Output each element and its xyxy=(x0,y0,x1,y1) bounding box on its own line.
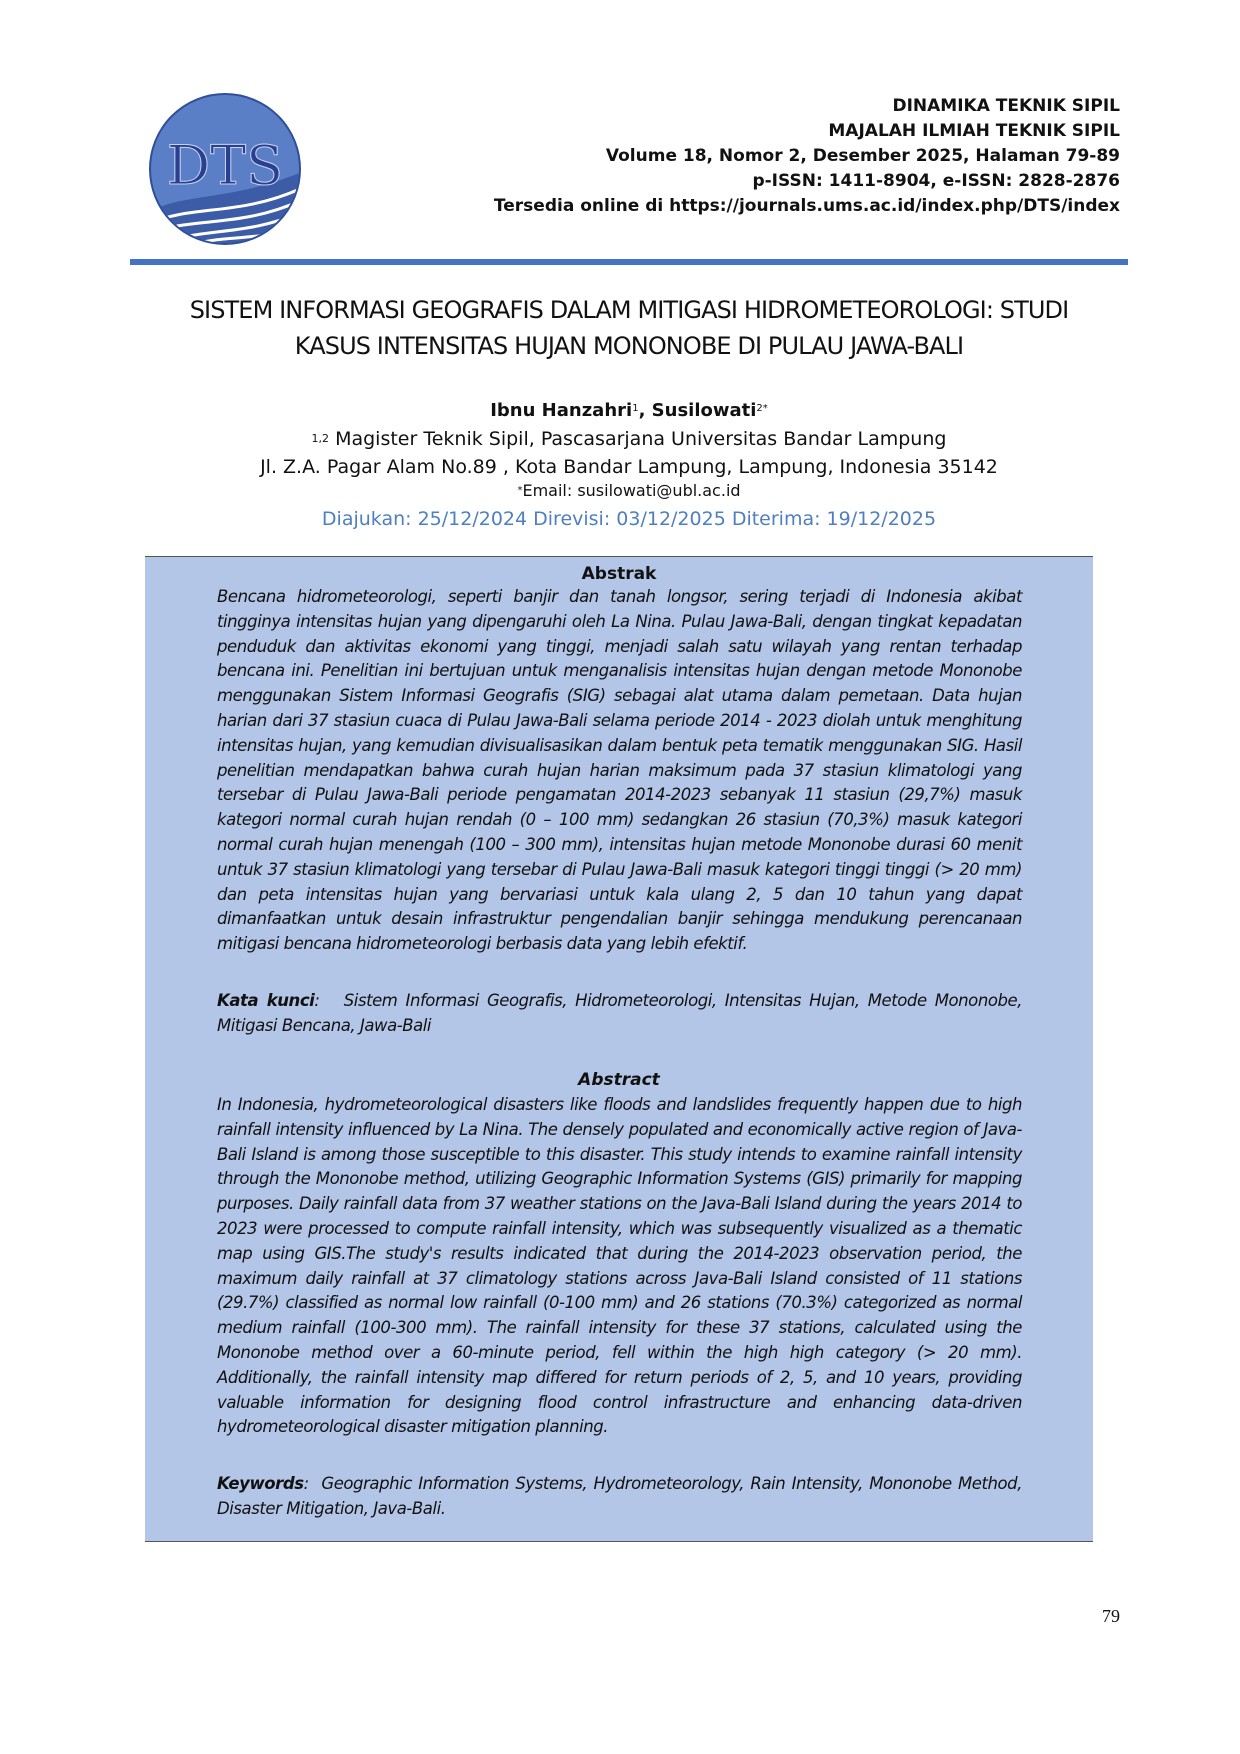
author-list xyxy=(130,398,1128,424)
corresponding-email xyxy=(130,480,1128,502)
journal-subtitle: MAJALAH ILMIAH TEKNIK SIPIL xyxy=(828,121,1120,141)
issn-info: p-ISSN: 1411-8904, e-ISSN: 2828-2876 xyxy=(752,171,1120,191)
author-2-affil-mark: 2* xyxy=(756,403,768,414)
volume-info: Volume 18, Nomor 2, Desember 2025, Halaman 79-89 xyxy=(605,146,1120,166)
abstrak-heading: Abstrak xyxy=(581,564,657,584)
author-2: Susilowati xyxy=(651,400,757,421)
svg-text:DTS: DTS xyxy=(166,134,284,197)
email-mark: * xyxy=(517,485,523,496)
kata-kunci-label: Kata kunci xyxy=(217,991,315,1010)
title-line-1: SISTEM INFORMASI GEOGRAFIS DALAM MITIGASI HIDROMETEOROLOGI: STUDI xyxy=(189,296,1069,324)
email-text: Email: susilowati@ubl.ac.id xyxy=(522,481,741,500)
author-1: Ibnu Hanzahri xyxy=(490,400,633,421)
journal-header xyxy=(494,94,1120,219)
affiliation-address: Jl. Z.A. Pagar Alam No.89 , Kota Bandar Lampung, Lampung, Indonesia 35142 xyxy=(260,456,998,478)
paper-title xyxy=(130,292,1128,364)
affiliation-institution xyxy=(130,426,1128,452)
author-1-affil-mark: 1 xyxy=(632,403,639,414)
affiliation-mark: 1,2 xyxy=(311,432,330,445)
abstract-box xyxy=(145,556,1093,1542)
title-line-2: KASUS INTENSITAS HUJAN MONONOBE DI PULAU JAWA-BALI xyxy=(294,332,964,360)
journal-name: DINAMIKA TEKNIK SIPIL xyxy=(892,96,1120,116)
kata-kunci: Kata kunci: Sistem Informasi Geografis, Hidrometeorologi, Intensitas Hujan, Metode Mononobe, Mitigasi Bencana, Jawa-Bali xyxy=(217,991,1022,1035)
keywords-values: Geographic Information Systems, Hydrometeorology, Rain Intensity, Mononobe Method, Disaster Mitigation, Java-Bali. xyxy=(217,1474,1022,1518)
keywords-label: Keywords xyxy=(217,1474,304,1493)
affiliation-line-1: Magister Teknik Sipil, Pascasarjana Universitas Bandar Lampung xyxy=(335,428,947,450)
abstrak-body: Bencana hidrometeorologi, seperti banjir dan tanah longsor, sering terjadi di Indonesia akibat tingginya intensitas hujan yang dipengaruhi oleh La Nina. Pulau Jawa-Bali, dengan tingkat kepadatan penduduk dan aktivitas ekonomi yang tinggi, menjadi salah satu wilayah yang rentan terhadap bencana ini. Penelitian ini bertujuan untuk menganalisis intensitas hujan dengan metode Mononobe menggunakan Sistem Informasi Geografis (SIG) sebagai alat utama dalam pemetaan. Data hujan harian dari 37 stasiun cuaca di Pulau Jawa-Bali selama periode 2014 - 2023 diolah untuk menghitung intensitas hujan, yang kemudian divisualisasikan dalam bentuk peta tematik menggunakan SIG. Hasil penelitian mendapatkan bahwa curah hujan harian maksimum pada 37 stasiun klimatologi yang tersebar di Pulau Jawa-Bali periode pengamatan 2014-2023 sebanyak 11 stasiun (29,7%) masuk kategori normal curah hujan rendah (0 – 100 mm) sedangkan 26 stasiun (70,3%) masuk kategori normal curah hujan menengah (100 – 300 mm), intensitas hujan metode Mononobe durasi 60 menit untuk 37 stasiun klimatologi yang tersebar di Pulau Jawa-Bali masuk kategori tinggi tinggi (> 20 mm) dan peta intensitas hujan yang bervariasi untuk kala ulang 2, 5 dan 10 tahun yang dapat dimanfaatkan untuk desain infrastruktur pengendalian banjir sehingga mendukung perencanaan mitigasi bencana hidrometeorologi berbasis data yang lebih efektif. xyxy=(217,587,1022,954)
submission-dates: Diajukan: 25/12/2024 Direvisi: 03/12/2025 Diterima: 19/12/2025 xyxy=(321,508,937,530)
journal-logo xyxy=(148,92,302,246)
online-availability: Tersedia online di https://journals.ums.ac.id/index.php/DTS/index xyxy=(493,196,1120,216)
author-separator: , xyxy=(638,400,652,421)
page-number: 79 xyxy=(1102,1606,1120,1626)
abstract-body: In Indonesia, hydrometeorological disasters like floods and landslides frequently happen due to high rainfall intensity influenced by La Nina. The densely populated and economically active region of Java-Bali Island is among those susceptible to this disaster. This study intends to examine rainfall intensity through the Mononobe method, utilizing Geographic Information Systems (GIS) primarily for mapping purposes. Daily rainfall data from 37 weather stations on the Java-Bali Island during the years 2014 to 2023 were processed to compute rainfall intensity, which was subsequently visualized as a thematic map using GIS.The study's results indicated that during the 2014-2023 observation period, the maximum daily rainfall at 37 climatology stations across Java-Bali Island consisted of 11 stations (29.7%) classified as normal low rainfall (0-100 mm) and 26 stations (70.3%) categorized as normal medium rainfall (100-300 mm). The rainfall intensity for these 37 stations, calculated using the Mononobe method over a 60-minute period, fell within the high high category (> 20 mm). Additionally, the rainfall intensity map differed for return periods of 2, 5, and 10 years, providing valuable information for designing flood control infrastructure and enhancing data-driven hydrometeorological disaster mitigation planning. xyxy=(217,1095,1022,1437)
abstract-heading: Abstract xyxy=(578,1070,660,1090)
keywords: Keywords: Geographic Information Systems, Hydrometeorology, Rain Intensity, Mononobe Method, Disaster Mitigation, Java-Bali. xyxy=(217,1474,1022,1518)
header-divider xyxy=(130,259,1128,265)
kata-kunci-values: Sistem Informasi Geografis, Hidrometeorologi, Intensitas Hujan, Metode Mononobe, Mitigasi Bencana, Jawa-Bali xyxy=(217,991,1022,1035)
